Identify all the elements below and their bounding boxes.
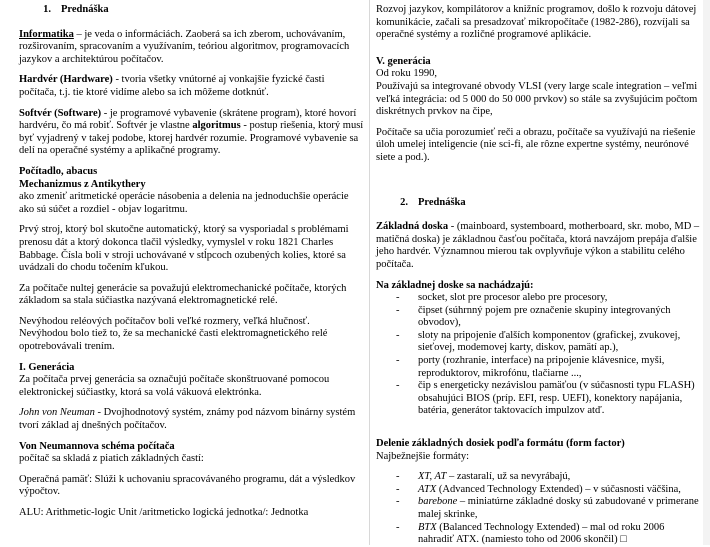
- vertical-scrollbar[interactable]: [703, 0, 710, 545]
- format-text: (Balanced Technology Extended) – mal od roku 2006 nahradiť ATX. (namiesto toho od 2006 skončil) □: [418, 521, 665, 546]
- heading-number: 1.: [43, 4, 51, 15]
- paragraph-prvy-stroj: Prvý stroj, ktorý bol skutočne automatický, ktorý sa vysporiadal s problémami prenosu dát a ktorý dokonca tlačil výsledky, vymyslel v roku 1821 Charles Babbage. Čísla boli v stroji uchovávané v stĺpcoch ozubených kolies, ktoré sa uvádzali do chodu točením kľukou.: [19, 224, 349, 274]
- heading-lecture-2: [376, 197, 702, 210]
- text-i-generacia: Za počítača prvej generácia sa označujú počítače skonštruované pomocou elektronickej súčiastky, ktorá sa volá vákuová elektrónka.: [19, 374, 330, 398]
- list-item: - porty (rozhranie, interface) na pripojenie klávesnice, myši, reproduktorov, mikrofónu, tlačiarne ...,: [376, 355, 702, 380]
- list-formats: [376, 471, 702, 547]
- paragraph-alu: ALU: Arithmetic-logic Unit /aritmeticko logická jednotka/: Jednotka: [19, 507, 309, 518]
- paragraph-nevyhody-a: Nevýhodou reléových počítačov boli veľké rozmery, veľká hlučnosť.: [19, 315, 310, 327]
- list-item: [376, 522, 702, 547]
- term-delenie: Delenie základných dosiek podľa formátu (form factor): [376, 438, 625, 450]
- format-term: BTX: [418, 521, 437, 533]
- paragraph-nevyhody-b: Nevýhodou bolo tiež to, že sa mechanické časti elektromagnetického relé opotrebovávali trením.: [19, 328, 328, 353]
- paragraph-softver: [19, 108, 364, 158]
- term-algoritmus: algoritmus: [192, 120, 241, 132]
- paragraph-rozvoj: Rozvoj jazykov, kompilátorov a knižníc programov, došlo k rozvoju dátovej komunikácie, začali sa presadzovať mikropočítače (1982-286), rozvíjali sa operačné systémy a rozličné programové aplikácie.: [376, 4, 697, 41]
- paragraph-hardver: [19, 74, 364, 99]
- list-item: [376, 471, 702, 484]
- term-vn-schema: Von Neumannova schéma počítača: [19, 440, 175, 452]
- text-najbeznejsie: Najbežnejšie formáty:: [376, 450, 470, 462]
- paragraph-neuman: [19, 407, 364, 432]
- text-neuman: - Dvojhodnotový systém, známy pod názvom binárny systém tvorí základ aj dnešných počítačov.: [19, 407, 356, 432]
- text-v-generacia-2: Používajú sa integrované obvody VLSI (very large scale integration – veľmi veľká integrácia: od 5 000 do 50 000 prvkov) so stále sa zvyšujúcim počtom diskrétnych prvkov na čipe,: [376, 80, 698, 118]
- list-item: - socket, slot pre procesor alebo pre procesory,: [376, 292, 702, 305]
- paragraph-informatika: [19, 29, 364, 67]
- heading-number: 2.: [400, 196, 408, 208]
- term-neuman: John von Neuman: [19, 407, 95, 419]
- list-components: [376, 292, 702, 418]
- text-v-generacia-3: Počítače sa učia porozumieť reči a obrazu, počítače sa využívajú na riešenie úloh umelej inteligencie (nie sci-fi, ale rôzne expertne systémy, neurónové siete a pod.).: [376, 126, 696, 163]
- heading-title: Prednáška: [418, 196, 466, 208]
- term-softver: Softvér (Software): [19, 107, 102, 119]
- list-item: - čip s energeticky nezávislou pamäťou (v súčasnosti typu FLASH) obsahujúci BIOS (príp. EFI, resp. UEFI), konektory napájania, batéria, generátor taktovacích impulzov atď.: [376, 380, 702, 418]
- list-item: - čipset (súhrnný pojem pre označenie skupiny integrovaných obvodov),: [376, 305, 702, 330]
- format-text: (Advanced Technology Extended) – v súčasnosti väčšina,: [436, 483, 681, 495]
- right-column: [376, 0, 702, 547]
- format-text: – miniatúrne základné dosky sú zabudované v primerane malej skrinke,: [418, 496, 699, 520]
- list-item: [376, 496, 702, 521]
- text-softver-a: - je programové vybavenie (skrátene program), ktoré hovorí hardvéru, čo má robiť. Softvér je vlastne: [19, 107, 357, 132]
- paragraph-nulta-generacia: Za počítače nultej generácie sa považujú elektromechanické počítače, ktorých základom sa stala súčiastka nazývaná elektromagnetické relé.: [19, 282, 347, 307]
- text-softver-b: - postup riešenia, ktorý musí byť vyjadrený v takej podobe, ktorej hardvér rozumie. Programové vybavenie sa delí na operačné systémy a aplikačné programy.: [19, 120, 364, 157]
- term-v-generacia: V. generácia: [376, 55, 431, 67]
- page-divider: [369, 0, 370, 545]
- heading-title: Prednáška: [61, 4, 109, 15]
- text-mechanizmus: ako zmeniť aritmetické operácie násobenia a delenia na jednoduchšie operácie ako sú súčet a rozdiel - objav logaritmu.: [19, 191, 349, 215]
- term-mechanizmus: Mechanizmus z Antikythery: [19, 178, 146, 190]
- text-informatika: – je veda o informáciách. Zaoberá sa ich zberom, uchovávaním, rozširovaním, spracovaním a využívaním, teóriou algoritmov, programovacích jazykov a architektúrou počítačov.: [19, 28, 350, 65]
- format-term: XT, AT: [418, 471, 447, 483]
- term-hardver: Hardvér (Hardware): [19, 74, 113, 86]
- term-informatika: Informatika: [19, 28, 74, 40]
- format-text: – zastaralí, už sa nevyrábajú,: [446, 471, 571, 483]
- term-pocitadlo: Počítadlo, abacus: [19, 165, 98, 177]
- list-item: [376, 484, 702, 497]
- term-i-generacia: I. Generácia: [19, 361, 75, 373]
- format-term: ATX: [418, 483, 437, 495]
- list-item: - sloty na pripojenie ďalších komponentov (grafickej, zvukovej, sieťovej, modemovej karty, diskov, pamätí ap.),: [376, 330, 702, 355]
- text-vn-schema: počítač sa skladá z piatich základných častí:: [19, 453, 204, 465]
- text-hardver: - tvoria všetky vnútorné aj vonkajšie fyzické časti počítača, t.j. tie ktoré vidíme alebo sa ich môžeme dotknúť.: [19, 74, 325, 98]
- format-term: barebone: [418, 496, 458, 508]
- text-v-generacia-1: Od roku 1990,: [376, 68, 437, 80]
- term-zakladna-doska: Základná doska: [376, 221, 449, 233]
- heading-lecture-1: [19, 4, 364, 17]
- paragraph-zakladna-doska: [376, 221, 702, 271]
- left-column: [19, 0, 364, 520]
- text-zakladna-doska: - (mainboard, systemboard, motherboard, skr. mobo, MD – matičná doska) je základnou časťou počítača, ktorá navzájom prepája ďalšie jeho hardvér. Významnou mierou tak ovplyvňuje výkon a stabilitu celého počítača.: [376, 221, 700, 270]
- paragraph-operacna-pamat: Operačná pamäť: Slúži k uchovaniu spracovávaného programu, dát a výsledkov výpočtov.: [19, 473, 356, 498]
- term-nachadzaju: Na základnej doske sa nachádzajú:: [376, 279, 534, 291]
